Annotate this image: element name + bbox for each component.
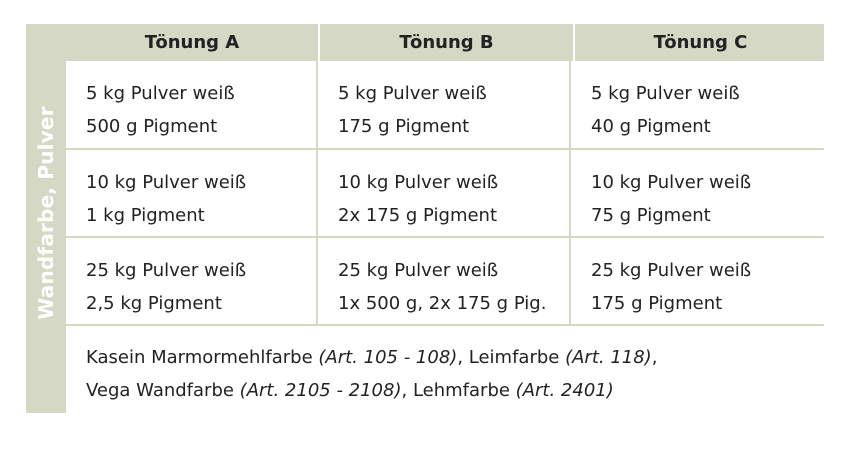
cell-line-powder: 5 kg Pulver weiß <box>338 83 487 104</box>
footer-line-2 <box>86 374 824 407</box>
footer-text: Kasein Marmormehlfarbe <box>86 347 319 368</box>
footer-article-ref: (Art. 2105 - 2108) <box>239 380 402 401</box>
footer-text: Vega Wandfarbe <box>86 380 240 401</box>
cell-line-pigment: 40 g Pigment <box>591 116 711 137</box>
cell-line-pigment: 1 kg Pigment <box>86 205 205 226</box>
table-cell <box>571 61 824 150</box>
cell-line-powder: 25 kg Pulver weiß <box>591 260 752 281</box>
table-cell <box>571 150 824 238</box>
table-cell <box>66 238 318 326</box>
cell-line-pigment: 2x 175 g Pigment <box>338 205 498 226</box>
table-cell <box>318 238 571 326</box>
cell-line-pigment: 500 g Pigment <box>86 116 218 137</box>
table-cell <box>318 61 571 150</box>
cell-line-powder: 10 kg Pulver weiß <box>86 172 247 193</box>
cell-line-pigment: 1x 500 g, 2x 175 g Pig. <box>338 293 547 314</box>
cell-line-pigment: 175 g Pigment <box>591 293 723 314</box>
column-header-a: Tönung A <box>144 32 240 53</box>
footer-text: , Lehmfarbe <box>401 380 516 401</box>
table-header-row <box>66 24 824 61</box>
mixing-table <box>66 61 824 326</box>
footer-text: , <box>651 347 658 368</box>
cell-line-pigment: 75 g Pigment <box>591 205 711 226</box>
footer-article-ref: (Art. 118) <box>565 347 652 368</box>
cell-line-powder: 10 kg Pulver weiß <box>338 172 499 193</box>
cell-line-pigment: 175 g Pigment <box>338 116 470 137</box>
table-cell <box>318 150 571 238</box>
side-label <box>26 24 66 413</box>
side-label-text: Wandfarbe, Pulver <box>34 105 58 320</box>
footer-article-ref: (Art. 2401) <box>515 380 614 401</box>
cell-line-powder: 5 kg Pulver weiß <box>591 83 740 104</box>
cell-line-powder: 5 kg Pulver weiß <box>86 83 235 104</box>
product-footer <box>66 326 824 413</box>
table-cell <box>66 61 318 150</box>
column-header-b: Tönung B <box>318 24 573 61</box>
cell-line-powder: 25 kg Pulver weiß <box>338 260 499 281</box>
footer-article-ref: (Art. 105 - 108) <box>318 347 458 368</box>
footer-line-1 <box>86 341 824 374</box>
footer-text: , Leimfarbe <box>457 347 566 368</box>
table-cell <box>571 238 824 326</box>
table-cell <box>66 150 318 238</box>
cell-line-pigment: 2,5 kg Pigment <box>86 293 222 314</box>
cell-line-powder: 25 kg Pulver weiß <box>86 260 247 281</box>
column-header-c: Tönung C <box>573 24 826 61</box>
cell-line-powder: 10 kg Pulver weiß <box>591 172 752 193</box>
